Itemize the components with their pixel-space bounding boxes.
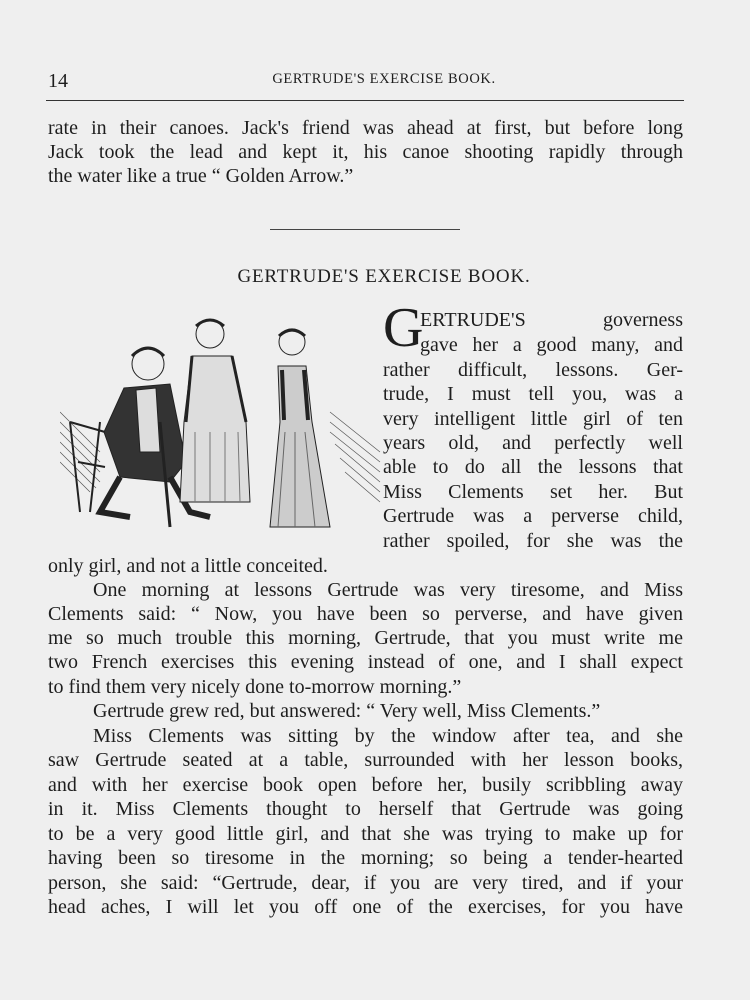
text-line: to find them very nicely done to-morrow morning.” — [48, 676, 462, 698]
running-title: GERTRUDE'S EXERCISE BOOK. — [272, 71, 496, 87]
text-line: the water like a true “ Golden Arrow.” — [48, 165, 354, 187]
text-line: ERTRUDE'S governess — [420, 309, 683, 331]
text-line: in it. Miss Clements thought to herself that Gertrude was going — [48, 798, 683, 820]
text-line: me so much trouble this morning, Gertrude, that you must write me — [48, 627, 683, 649]
text-line: trude, I must tell you, was a — [383, 383, 683, 405]
text-line: One morning at lessons Gertrude was very tiresome, and Miss — [93, 579, 683, 601]
text-line: rather difficult, lessons. Ger- — [383, 359, 683, 381]
text-line: Clements said: “ Now, you have been so perverse, and have given — [48, 603, 683, 625]
text-line: Jack took the lead and kept it, his canoe shooting rapidly through — [48, 141, 683, 163]
text-line: saw Gertrude seated at a table, surrounded with her lesson books, — [48, 749, 683, 771]
section-separator — [270, 229, 460, 230]
text-line: rather spoiled, for she was the — [383, 530, 683, 552]
text-line: and with her exercise book open before her, busily scribbling away — [48, 774, 683, 796]
text-line: gave her a good many, and — [420, 334, 683, 356]
illustration-three-figures — [60, 312, 382, 544]
text-line: two French exercises this evening instead of one, and I shall expect — [48, 651, 683, 673]
text-line: having been so tiresome in the morning; so being a tender-hearted — [48, 847, 683, 869]
drop-cap: G — [383, 297, 424, 359]
text-line: Gertrude grew red, but answered: “ Very well, Miss Clements.” — [93, 700, 601, 722]
text-line: to be a very good little girl, and that she was trying to make up for — [48, 823, 683, 845]
header-rule — [46, 100, 684, 101]
text-line: rate in their canoes. Jack's friend was ahead at first, but before long — [48, 117, 683, 139]
text-line: Gertrude was a perverse child, — [383, 505, 683, 527]
chapter-title: GERTRUDE'S EXERCISE BOOK. — [237, 266, 531, 287]
text-line: only girl, and not a little conceited. — [48, 555, 328, 577]
page-number: 14 — [48, 70, 68, 92]
text-line: Miss Clements was sitting by the window after tea, and she — [93, 725, 683, 747]
text-line: years old, and perfectly well — [383, 432, 683, 454]
text-line: able to do all the lessons that — [383, 456, 683, 478]
text-line: head aches, I will let you off one of the exercises, for you have — [48, 896, 683, 918]
text-line: very intelligent little girl of ten — [383, 408, 683, 430]
text-line: Miss Clements set her. But — [383, 481, 683, 503]
text-line: person, she said: “Gertrude, dear, if you are very tired, and if your — [48, 872, 683, 894]
